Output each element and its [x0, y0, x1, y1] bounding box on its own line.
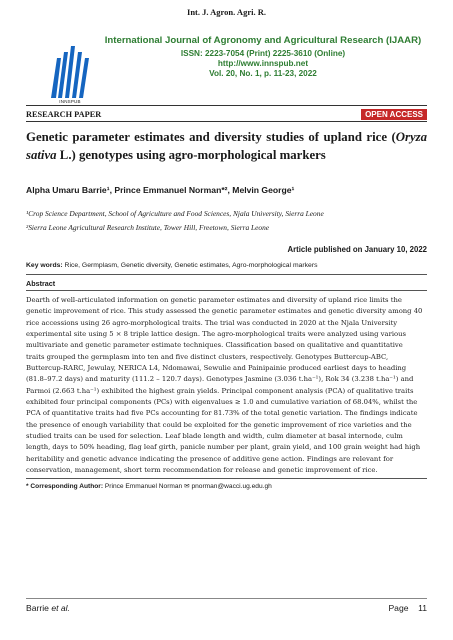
abstract-line: Dearth of well-articulated information on genetic parameter estimates and diversity of upland rice limits the — [26, 296, 402, 304]
abstract-line: conservation, management, short term recommendation for release and genetic improvement of rice. — [26, 466, 378, 475]
open-access-badge: OPEN ACCESS — [361, 109, 427, 120]
footer-author-name: Barrie — [26, 603, 52, 613]
abstract-line: heritability and genetic advance indicating the presence of additive gene action. Findings are relevant for — [26, 454, 394, 463]
abstract-heading: Abstract — [26, 279, 56, 288]
abstract-line: traits grouped the germplasm into ten and five distinct clusters, respectively. Genotypes Buttercup-ABC, — [26, 352, 389, 361]
paper-type-label: RESEARCH PAPER — [26, 110, 102, 119]
innspub-logo — [47, 40, 93, 102]
logo-label: INNSPUB — [59, 99, 81, 104]
author-list: Alpha Umaru Barrie¹, Prince Emmanuel Norman*², Melvin George¹ — [26, 185, 295, 195]
corresponding-label: * Corresponding Author: — [26, 483, 104, 490]
abstract-body — [26, 295, 427, 477]
journal-issn: ISSN: 2223-7054 (Print) 2225-3610 (Online) — [180, 49, 346, 58]
abstract-line: experimental site using 5 × 8 triple lattice design. The agro-morphological traits were analyzed using various — [26, 330, 407, 339]
divider — [26, 290, 427, 291]
paper-title-part1: Genetic parameter estimates and diversity studies of upland rice ( — [26, 130, 396, 144]
paper-title — [26, 128, 427, 164]
divider — [26, 274, 427, 275]
corresponding-email-link[interactable]: pnorman@wacci.ug.edu.gh — [191, 483, 272, 490]
publication-date: Article published on January 10, 2022 — [287, 245, 427, 254]
footer-page-number: 11 — [418, 603, 427, 613]
journal-header — [98, 35, 428, 78]
abstract-line: Parmoi (2.663 t.ha⁻¹) exhibited the highest grain yields. Principal component analysis (PCA) of qualitative traits — [26, 386, 414, 395]
journal-volume: Vol. 20, No. 1, p. 11-23, 2022 — [209, 69, 317, 78]
abstract-line: (81.8–97.2 days) and maturity (111.2 – 120.7 days). Genotypes Jasmine (3.036 t.ha⁻¹), Rok 34 (3.238 t.ha⁻¹) and — [26, 375, 414, 384]
divider — [26, 478, 427, 479]
corresponding-author — [26, 482, 272, 490]
keywords-label: Key words: — [26, 262, 63, 269]
footer-page — [388, 603, 427, 613]
paper-title-part2: L.) genotypes using agro-morphological markers — [56, 148, 326, 162]
footer-rule — [26, 598, 427, 599]
keywords-text: Rice, Germplasm, Genetic diversity, Genetic estimates, Agro-morphological markers — [64, 262, 318, 269]
abstract-line: the presence of enough variability that could be exploited for the genetic improvement of rice varieties and the — [26, 420, 412, 429]
abstract-line: multivariate and genetic parameter estimate techniques. Classification based on qualitative and quantitative — [26, 341, 403, 350]
footer-author-etal: et al. — [51, 603, 70, 613]
abstract-line: Buttercup-RARC, Jewulay, NERICA L4, Ndomawai, Sewulie and Painipainie produced earliest days to heading — [26, 364, 407, 373]
abstract-line: exhibited four principal components (PCs) with eigenvalues ≥ 1.0 and cumulative variation of 68.04%, whilst the — [26, 398, 418, 407]
journal-url-link[interactable]: http://www.innspub.net — [217, 59, 309, 68]
journal-title: International Journal of Agronomy and Agricultural Research (IJAAR) — [104, 35, 422, 46]
abstract-line: genetic improvement of rice. This study assessed the genetic parameter estimates and genetic diversity among 40 — [26, 307, 423, 316]
footer-page-label: Page — [388, 603, 409, 613]
running-head: Int. J. Agron. Agri. R. — [187, 7, 266, 17]
corresponding-name: Prince Emmanuel Norman — [104, 483, 183, 490]
abstract-line: rice accessions using 26 agro-morphological traits. The trial was conducted in 2020 at the Njala University — [26, 318, 398, 327]
abstract-line: length, days to 50% heading, flag leaf girth, panicle number per plant, grain yield, and 100 grain weight had high — [26, 443, 421, 452]
header-rule-bottom — [26, 121, 427, 122]
affiliation-2: ²Sierra Leone Agricultural Research Institute, Tower Hill, Freetown, Sierra Leone — [26, 223, 270, 232]
footer-author — [26, 603, 70, 613]
abstract-line: PCA of quantitative traits had five PCs accounting for 81.73% of the total genetic variation. The findings indicate — [26, 409, 418, 418]
header-rule-top — [26, 105, 427, 106]
affiliation-1: ¹Crop Science Department, School of Agriculture and Food Sciences, Njala University, Sierra Leone — [26, 209, 324, 218]
paper-title-species: Oryza sativa — [26, 130, 427, 162]
email-icon: ✉ — [184, 483, 190, 490]
keywords-line — [26, 262, 427, 269]
abstract-line: studied traits can be used for selection. Leaf blade length and width, culm diameter at basal internode, culm — [26, 432, 403, 441]
